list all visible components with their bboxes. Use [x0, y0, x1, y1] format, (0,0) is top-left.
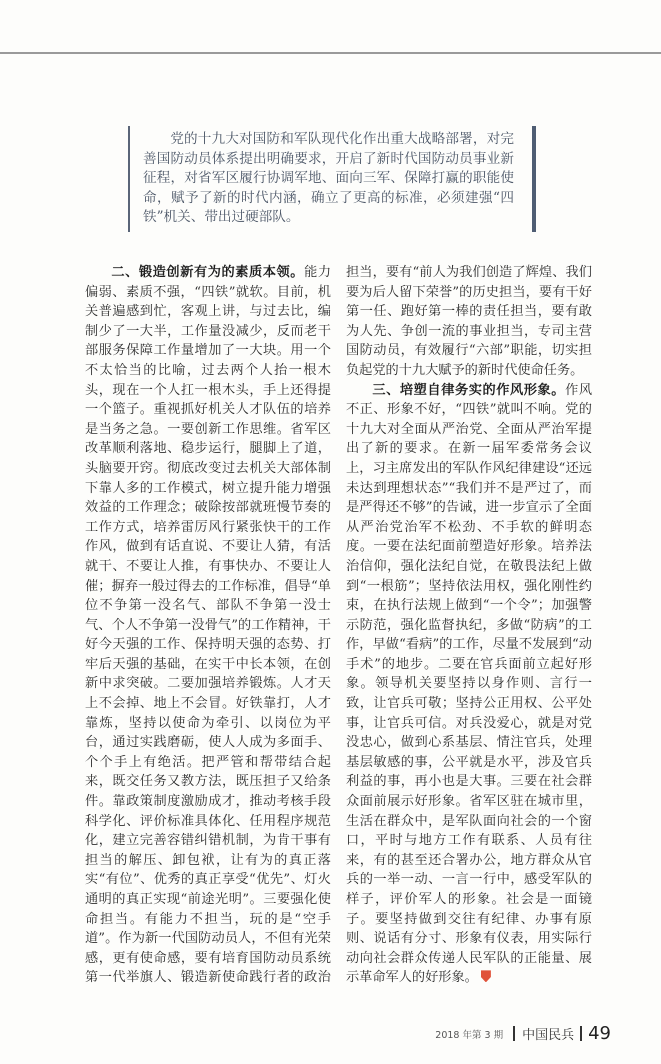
- section-2-body-part2: 辉煌、我们要为后人留下荣誉”的历史担当，要有干好第一任、跑好第一棒的责任担当，要有敢为人先、争创一流的事业担当，专司主营国防动员，有效履行“六部”职能，切实担负起党的十九大赋予的新时代使命任务。: [346, 265, 592, 378]
- section-3-paragraph: [346, 381, 592, 988]
- quote-bar-right: [532, 126, 536, 232]
- section-2-body-part1: 能力偏弱、素质不强，“四铁”就软。目前，机关普遍感到忙，客观上讲，与过去比，编制少了一大半，工作量没减少，反而老干部服务保障工作量增加了一大块。用一个不太恰当的比喻，过去两个人抬一根木头，现在一个人扛一根木头，手上还得提一个篮子。重视抓好机关人才队伍的培养是当务之急。一要创新工作思维。省军区改革顺利落地、稳步运行，腿脚上了道，头脑要开窍。彻底改变过去机关大部体制下靠人多的工作模式，树立提升能力增强效益的工作理念；破除按部就班慢节奏的工作方式，培养雷厉风行紧张快干的工作作风，做到有话直说、不要让人猜，有活就干、不要让人推，有事快办、不要让人催；摒弃一般过得去的工作标准，倡导“单位不争第一没名气、部队不争第一没士气、个人不争第一没骨气”的工作精神，干好今天强的工作、保持明天强的态势、打牢后天强的基础，在实干中长本领，在创新中求突破。二要加强培养锻炼。人才天上不会掉、地上不会冒。好铁靠打，人才靠炼，坚持以使命为牵引、以岗位为平台，通过实践磨砺，使人人成为多面手、个个手上有绝活。把严管和帮带结合起来，既交任务又教方法，既压担子又给条件。靠政策制度激励成才，推动考核手段科学化、评价标准具体化、任用程序规范化，建立完善容错纠错机制，为肯干事有担当的解压、卸包袱，让有为的真正落实“有位”、优秀的真正享受“优先”、灯火通明的真正实现“前途光明”。三要强化使命担当。有能力不担当，玩的是“空手道”。作为新一代国防动员人，不但有光荣感，更有使命感，要有培育国防动员系统第一代举旗人、锻造新使命践行者的政治担当，要有“前人为我们创造了: [85, 265, 526, 986]
- section-3-body: 作风不正、形象不好，“四铁”就叫不响。党的十九大对全面从严治党、全面从严治军提出了新的要求。在新一届军委常务会议上，习主席发出的军队作风纪律建设“还远未达到理想状态”“我们并不是严过了，而是严得还不够”的告诫，进一步宣示了全面从严治党治军不松劲、不手软的鲜明态度。一要在法纪面前塑造好形象。培养法治信仰，强化法纪自觉，在敬畏法纪上做到“一根筋”；坚持依法用权，强化刚性约束，在执行法规上做到“一个令”；加强警示防范，强化监督执纪，多做“防病”的工作，早做“看病”的工作，尽量不发展到“动手术”的地步。二要在官兵面前立起好形象。领导机关要坚持以身作则、言行一致，让官兵可敬；坚持公正用权、公平处事，让官兵可信。对兵没爱心，就是对党没忠心，做到心系基层、情注官兵，处理基层敏感的事，公平就是水平，涉及官兵利益的事，再小也是大事。三要在社会群众面前展示好形象。省军区驻在城市里，生活在群众中，是军队面向社会的一个窗口，平时与地方工作有联系、人员有往来，有的甚至还合署办公，地方群众从官兵的一举一动、一言一行中，感受军队的样子，评价军人的形象。社会是一面镜子。要坚持做到交往有纪律、办事有原则、说话有分寸、形象有仪表，用实际行动向社会群众传递人民军队的正能量、展示革命军人的好形象。: [346, 382, 593, 986]
- footer-divider: [513, 1026, 515, 1041]
- pull-quote: [128, 126, 536, 232]
- footer-divider-2: [580, 1026, 582, 1041]
- magazine-name: 中国民兵: [522, 1028, 575, 1043]
- pull-quote-text: 党的十九大对国防和军队现代化作出重大战略部署，对完善国防动员体系提出明确要求，开启了新时代国防动员事业新征程，对省军区履行协调军地、面向三军、保障打赢的职能使命，赋予了新的时代内涵，确立了更高的标准，必须建强“四铁”机关、带出过硬部队。: [143, 131, 514, 225]
- header-rule: [0, 52, 661, 54]
- page-number: 49: [588, 1023, 611, 1044]
- section-2-heading: 二、锻造创新有为的素质本领。: [111, 265, 305, 280]
- shield-end-mark-icon: [481, 970, 491, 982]
- issue-label: 2018 年第 3 期: [435, 1029, 504, 1041]
- section-3-heading: 三、培塑自律务实的作风形象。: [372, 382, 566, 398]
- article-columns: [85, 263, 592, 1003]
- page-footer: [435, 1023, 611, 1044]
